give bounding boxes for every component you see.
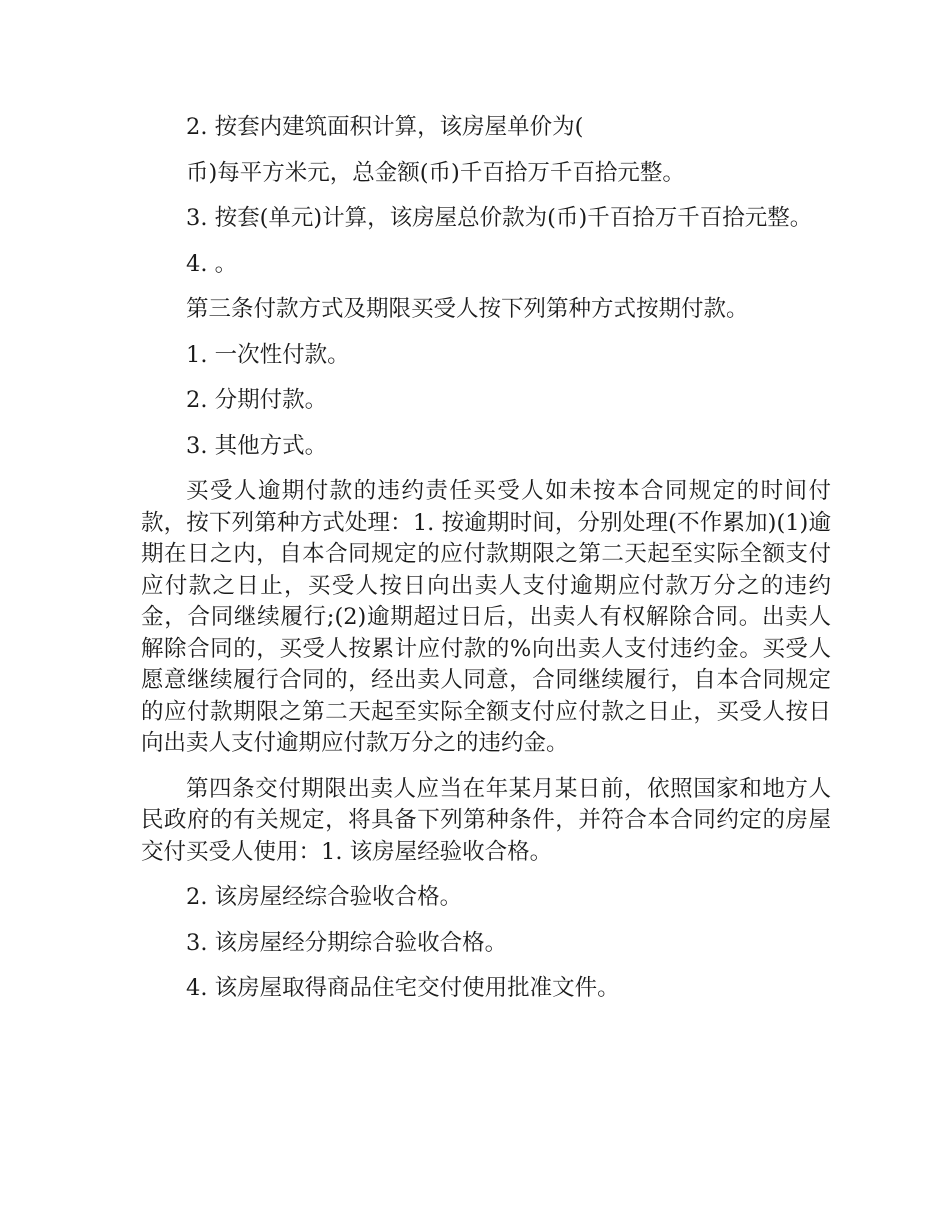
paragraph-lump-sum: 1. 一次性付款。	[186, 341, 350, 368]
paragraph-phased-acceptance: 3. 该房屋经分期综合验收合格。	[186, 929, 508, 956]
paragraph-unit-price: 2. 按套内建筑面积计算，该房屋单价为(	[186, 114, 584, 140]
paragraph-comprehensive-acceptance: 2. 该房屋经综合验收合格。	[186, 884, 463, 910]
paragraph-total-amount: 币)每平方米元，总金额(币)千百拾万千百拾元整。	[186, 159, 685, 186]
paragraph-article-4: 第四条交付期限出卖人应当在年某月某日前，依照国家和地方人民政府的有关规定，将具备下列第种条件，并符合本合同约定的房屋交付买受人使用：1. 该房屋经验收合格。	[141, 775, 831, 865]
paragraph-other-methods: 3. 其他方式。	[186, 432, 328, 459]
paragraph-item-4: 4. 。	[186, 250, 238, 277]
paragraph-per-unit-price: 3. 按套(单元)计算，该房屋总价款为(币)千百拾万千百拾元整。	[186, 205, 813, 231]
paragraph-delivery-approval: 4. 该房屋取得商品住宅交付使用批准文件。	[186, 975, 620, 1001]
paragraph-installments: 2. 分期付款。	[186, 387, 328, 413]
paragraph-late-payment-liability: 买受人逾期付款的违约责任买受人如未按本合同规定的时间付款，按下列第种方式处理：1. 按逾期时间，分别处理(不作累加)(1)逾期在日之内，自本合同规定的应付款期限之第二天起至实际全额支付应付款之日止，买受人按日向出卖人支付逾期应付款万分之的违约金，合同继续履行;(2)逾期超过日后，出卖人有权解除合同。出卖人解除合同的，买受人按累计应付款的%向出卖人支付违约金。买受人愿意继续履行合同的，经出卖人同意，合同继续履行，自本合同规定的应付款期限之第二天起至实际全额支付应付款之日止，买受人按日向出卖人支付逾期应付款万分之的违约金。	[141, 478, 831, 756]
document-body	[141, 112, 831, 1019]
paragraph-article-3: 第三条付款方式及期限买受人按下列第种方式按期付款。	[186, 296, 749, 322]
